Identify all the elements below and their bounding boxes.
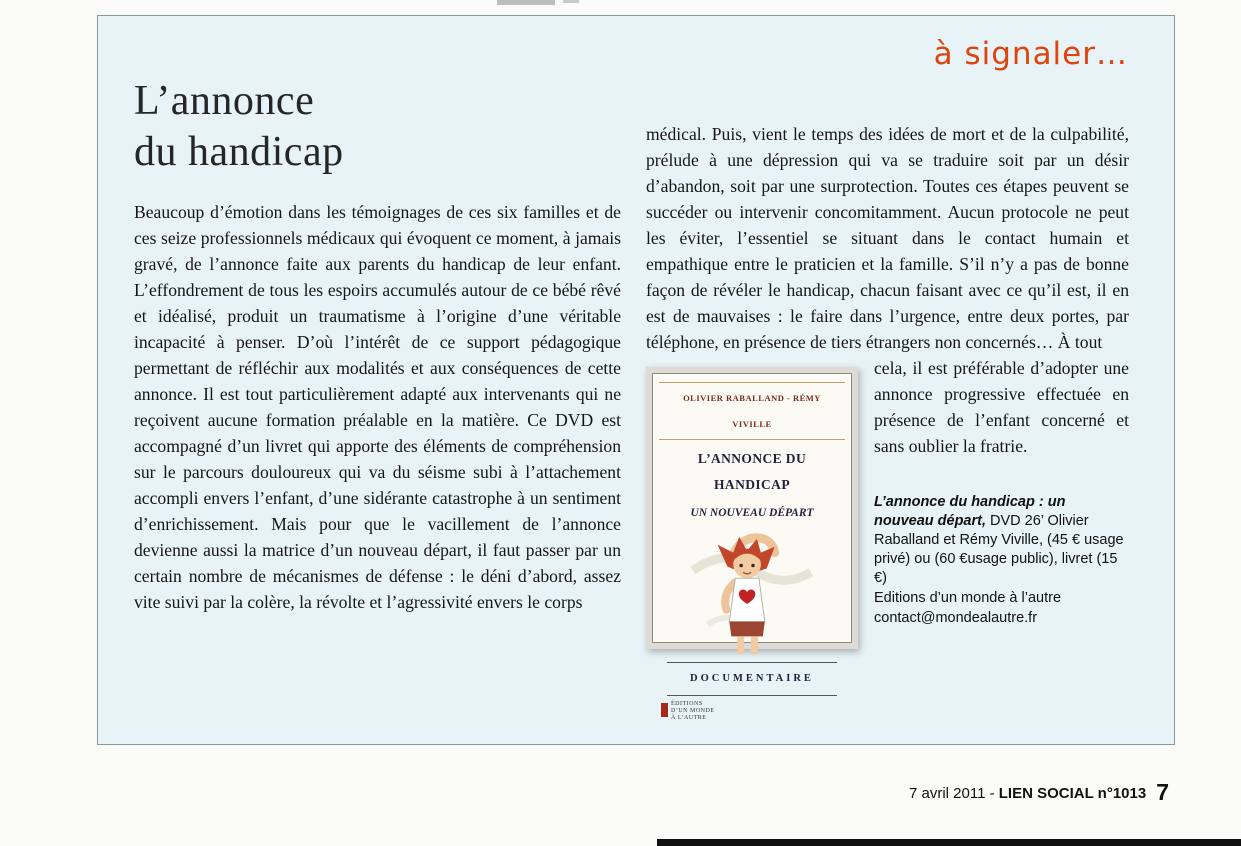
- scan-artifact-smudge: [497, 0, 555, 5]
- caption-credits: DVD 26’ Olivier Raballand et Rémy Viville, (45 € usage privé) ou (60 €usage public), livret (15 €): [874, 513, 1124, 586]
- section-flag: à signaler…: [933, 36, 1128, 72]
- article-title-line2: du handicap: [134, 129, 344, 175]
- dvd-cover-genre: DOCUMENTAIRE: [667, 662, 837, 696]
- dvd-cover-illustration: [677, 531, 827, 659]
- dvd-cover: [652, 373, 852, 721]
- publisher-line2: D’UN MONDE: [671, 708, 715, 714]
- article-title: [134, 76, 344, 178]
- left-column-text: Beaucoup d’émotion dans les témoignages de ces six familles et de ces seize professionnels médicaux qui évoquent ce moment, à jamais gravé, de l’annonce faite aux parents du handicap de leur enfant. L’effondrement de tous les espoirs accumulés autour de ce bébé rêvé et idéalisé, produit un traumatisme à l’origine d’une véritable incapacité à penser. D’où l’intérêt de ce support pédagogique permettant de réfléchir aux modalités et aux conséquences de cette annonce. Il est tout particulièrement adapté aux intervenants qui ne reçoivent aucune formation préalable en la matière. Ce DVD est accompagné d’un livret qui apporte des éléments de compréhension sur le parcours douloureux qui va du séisme subi à l’attachement accompli envers l’enfant, d’une sidérante catastrophe à un sentiment d’enrichissement. Mais pour que le vacillement de l’annonce devienne aussi la matrice d’un nouveau départ, il faut passer par un certain nombre de mécanismes de défense : le déni d’abord, assez vite suivi par la colère, la révolte et l’agressivité envers le corps: [134, 202, 621, 612]
- girl-illustration: [677, 531, 827, 659]
- publisher-line3: À L’AUTRE: [671, 715, 707, 721]
- article-panel: [97, 15, 1175, 745]
- dvd-cover-publisher-logo: [659, 701, 845, 722]
- dvd-cover-photo: [646, 367, 858, 721]
- page-footer: [909, 779, 1169, 806]
- dvd-cover-subtitle: UN NOUVEAU DÉPART: [690, 507, 814, 519]
- scan-artifact-smudge-small: [563, 0, 579, 3]
- dvd-cover-title: L’ANNONCE DU HANDICAP: [697, 451, 807, 492]
- wrap-around-text: cela, il est préférable d’adopter une annonce progressive effectuée en présence de l’enfant concerné et sans oublier la fratrie.: [874, 358, 1129, 456]
- caption-contact: contact@mondealautre.fr: [874, 610, 1038, 626]
- footer-magazine-name: LIEN SOCIAL n°1013: [998, 785, 1147, 802]
- publisher-line1: ÉDITIONS: [671, 701, 703, 707]
- right-column: [646, 121, 1129, 721]
- publisher-logo-mark: [661, 703, 668, 717]
- right-column-text: médical. Puis, vient le temps des idées de mort et de la culpabilité, prélude à une dépression qui va se traduire soit par un désir d’abandon, soit par une surprotection. Toutes ces étapes peuvent se succéder ou intervenir concomitamment. Aucun protocole ne peut les éviter, l’essentiel se situant dans le contact humain et empathique entre le praticien et la famille. S’il n’y a pas de bonne façon de révéler le handicap, chacun faisant avec ce qu’il est, il en est de mauvaises : le faire dans l’urgence, entre deux portes, par téléphone, en présence de tiers étrangers non concernés… À tout: [646, 124, 1129, 352]
- article-title-line1: L’annonce: [134, 78, 315, 124]
- dvd-cover-authors: OLIVIER RABALLAND - RÉMY VIVILLE: [659, 382, 845, 440]
- caption-title: L’annonce du handicap : un nouveau départ,: [874, 494, 1066, 529]
- footer-page-number: 7: [1156, 779, 1169, 805]
- scan-artifact-bar: [657, 839, 1241, 846]
- footer-date: 7 avril 2011 -: [909, 785, 999, 802]
- caption-publisher: Editions d’un monde à l’autre: [874, 590, 1062, 606]
- left-column: [134, 199, 621, 615]
- dvd-cover-frame: [646, 367, 858, 721]
